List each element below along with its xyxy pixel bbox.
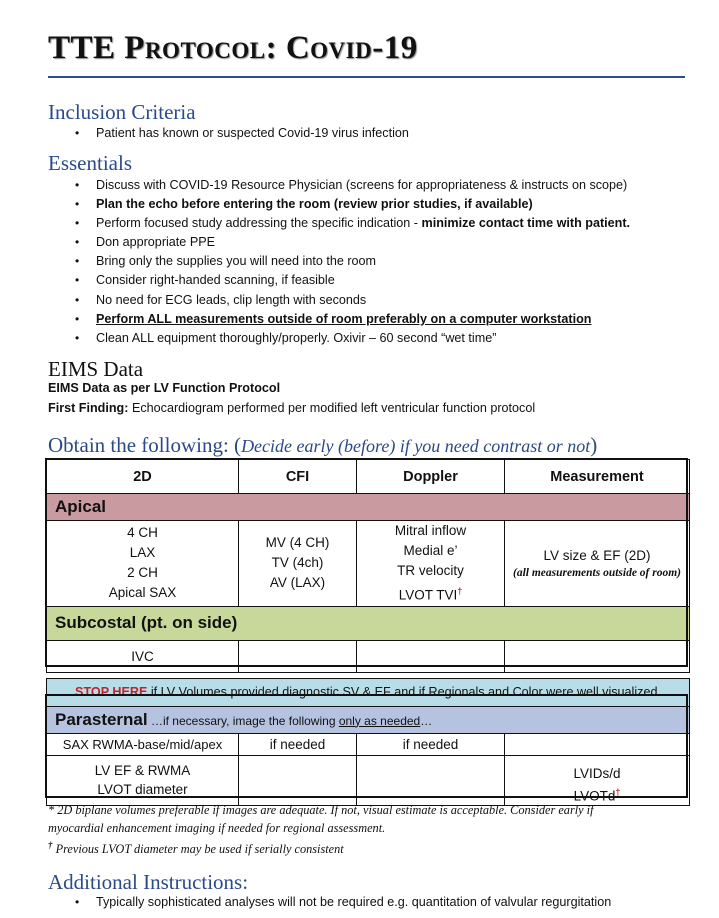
inclusion-list — [0, 124, 409, 143]
header-doppler: Doppler — [357, 460, 505, 494]
apical-section-row — [47, 494, 690, 521]
subcostal-section-row — [47, 606, 690, 640]
bullet-icon: • — [75, 126, 80, 140]
bullet-icon: • — [75, 178, 80, 192]
protocol-table — [46, 459, 690, 806]
apical-row — [47, 521, 690, 607]
apical-doppler-cell: Mitral inflow Medial e’ TR velocity LVOT TVI† — [357, 521, 505, 607]
subcostal-measurement-cell — [505, 640, 690, 672]
list-item: • Discuss with COVID-19 Resource Physician (screens for appropriateness & instructs on scope) — [0, 176, 630, 195]
subcostal-2d-cell: IVC — [47, 640, 239, 672]
list-item: • Plan the echo before entering the room (review prior studies, if available) — [0, 195, 630, 214]
list-item: • Perform ALL measurements outside of room preferably on a computer workstation — [0, 310, 630, 329]
list-item: • Typically sophisticated analyses will not be required e.g. quantitation of valvular regurgitation — [0, 893, 611, 912]
list-item: • Patient has known or suspected Covid-19 virus infection — [0, 124, 409, 143]
apical-cfi-cell: MV (4 CH) TV (4ch) AV (LAX) — [239, 521, 357, 607]
bullet-icon: • — [75, 273, 80, 288]
header-measurement: Measurement — [505, 460, 690, 494]
title-text: TTE Protocol: Covid-19 — [48, 30, 418, 66]
bullet-icon: • — [75, 895, 80, 909]
inclusion-heading: Inclusion Criteria — [48, 100, 196, 124]
bullet-icon: • — [75, 311, 80, 326]
stop-here-row — [47, 678, 690, 706]
footnote-2: † Previous LVOT diameter may be used if serially consistent — [48, 840, 344, 857]
bullet-icon: • — [75, 330, 80, 345]
bullet-icon: • — [75, 216, 80, 231]
header-cfi: CFI — [239, 460, 357, 494]
subcostal-row — [47, 640, 690, 672]
additional-heading: Additional Instructions: — [48, 870, 249, 894]
page-title — [48, 30, 418, 67]
eims-line-2: First Finding: Echocardiogram performed per modified left ventricular function protocol — [48, 401, 536, 415]
list-item: • Bring only the supplies you will need into the room — [0, 252, 630, 271]
list-item: • Don appropriate PPE — [0, 233, 630, 252]
subcostal-cfi-cell — [239, 640, 357, 672]
stop-here-note: STOP HERE if LV Volumes provided diagnostic SV & EF and if Regionals and Color were well visualized. — [47, 678, 690, 706]
apical-label: Apical — [47, 494, 690, 521]
table-header-row — [47, 460, 690, 494]
list-item: • Consider right-handed scanning, if feasible — [0, 271, 630, 290]
bullet-icon: • — [75, 235, 80, 250]
parasternal-row-2: LV EF & RWMA LVOT diameter LVIDs/d LVOTd† — [47, 755, 690, 806]
obtain-heading: Obtain the following: (Decide early (before) if you need contrast or not) — [48, 433, 598, 457]
parasternal-label: Parasternal …if necessary, image the following only as needed… — [47, 706, 690, 733]
title-divider — [48, 76, 685, 78]
bullet-icon: • — [75, 197, 80, 212]
header-2d: 2D — [47, 460, 239, 494]
essentials-heading: Essentials — [48, 151, 132, 175]
eims-heading: EIMS Data — [48, 357, 144, 381]
subcostal-label: Subcostal (pt. on side) — [47, 606, 690, 640]
subcostal-doppler-cell — [357, 640, 505, 672]
list-item: • No need for ECG leads, clip length with seconds — [0, 291, 630, 310]
bullet-icon: • — [75, 254, 80, 269]
essentials-list — [0, 176, 630, 348]
eims-line-1: EIMS Data as per LV Function Protocol — [48, 381, 281, 395]
list-item: • Clean ALL equipment thoroughly/properly. Oxivir – 60 second “wet time” — [0, 329, 630, 348]
parasternal-section-row — [47, 706, 690, 733]
bullet-icon: • — [75, 292, 80, 307]
additional-list — [0, 893, 611, 912]
footnote-1-line-2: myocardial enhancement imaging if needed for regional assessment. — [48, 821, 386, 835]
list-item: • Perform focused study addressing the specific indication - minimize contact time with patient. — [0, 214, 630, 233]
apical-measurement-cell: LV size & EF (2D) (all measurements outside of room) — [505, 521, 690, 607]
footnote-1-line-1: * 2D biplane volumes preferable if images are adequate. If not, visual estimate is acceptable. Consider early if — [48, 803, 594, 817]
parasternal-row-1: SAX RWMA-base/mid/apex if needed if needed — [47, 733, 690, 755]
apical-2d-cell: 4 CH LAX 2 CH Apical SAX — [47, 521, 239, 607]
